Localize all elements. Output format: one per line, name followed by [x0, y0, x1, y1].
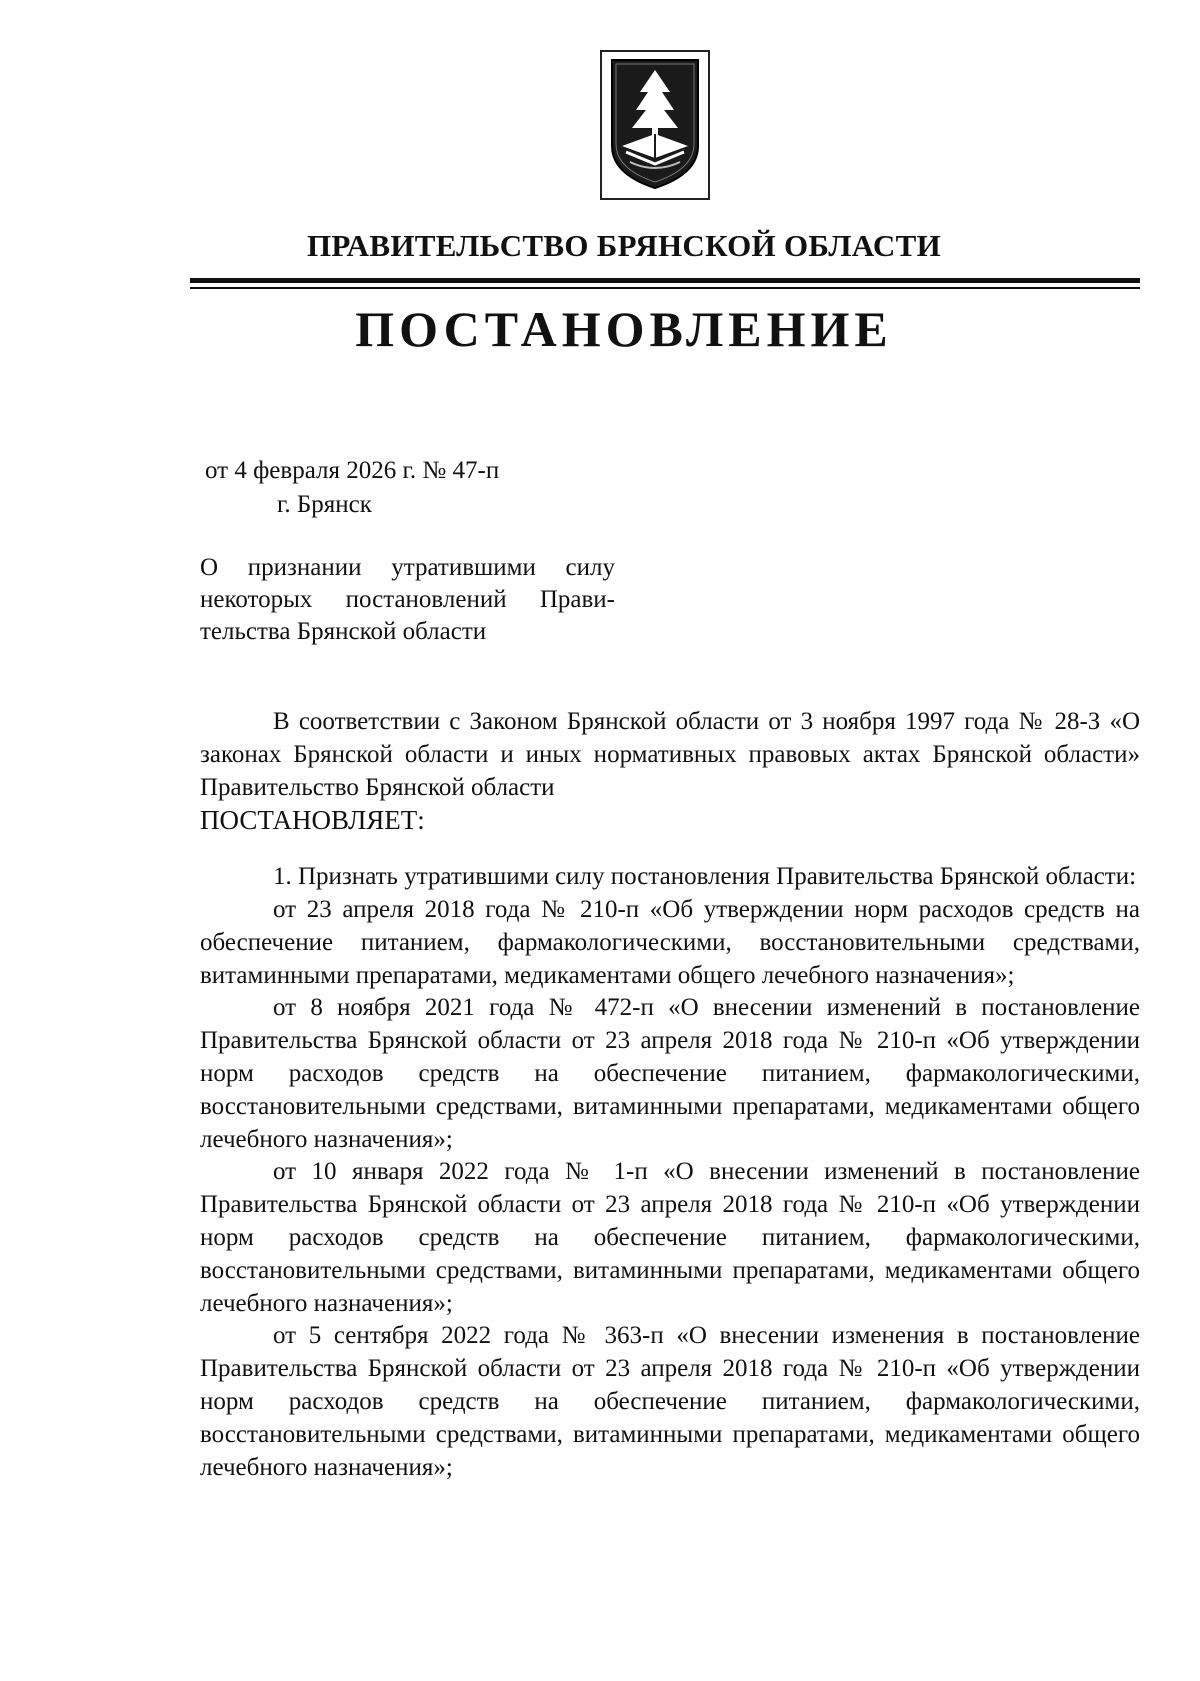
act-paragraph: от 10 января 2022 года № 1-п «О внесении изменений в постановление Правительства Брянской области от 23 апреля 2018 года № 210-п «Об утверждении норм расходов средств на обеспечение питанием, фармакологическими, восстановительными средствами, витаминными препаратами, медикаментами общего лечебного назначения»; — [200, 1158, 1140, 1317]
document-subject — [200, 552, 615, 648]
subject-line: О признании утратившими силу — [200, 554, 615, 581]
act-paragraph: от 5 сентября 2022 года № 363-п «О внесении изменения в постановление Правительства Брянской области от 23 апреля 2018 года № 210-п «Об утверждении норм расходов средств на обеспечение питанием, фармакологическими, восстановительными средствами, витаминными препаратами, медикаментами общего лечебного назначения»; — [200, 1322, 1140, 1481]
preamble-paragraph: В соответствии с Законом Брянской области от 3 ноября 1997 года № 28-З «О законах Брянской области и иных нормативных правовых актах Брянской области» Правительство Брянской области — [200, 708, 1140, 801]
document-body — [200, 706, 1140, 1484]
document-date-number: от 4 февраля 2026 г. № 47-п — [205, 457, 500, 484]
act-paragraph: от 23 апреля 2018 года № 210-п «Об утверждении норм расходов средств на обеспечение питанием, фармакологическими, восстановительными средствами, витаминными препаратами, медикаментами общего лечебного назначения»; — [200, 895, 1140, 989]
government-title: ПРАВИТЕЛЬСТВО БРЯНСКОЙ ОБЛАСТИ — [306, 228, 942, 263]
subject-line: тельства Брянской области — [200, 618, 487, 645]
decree-word: ПОСТАНОВЛЯЕТ: — [200, 805, 425, 836]
document-city: г. Брянск — [277, 491, 372, 518]
header-divider-thin — [190, 287, 1140, 289]
act-paragraph: от 8 ноября 2021 года № 472-п «О внесении изменений в постановление Правительства Брянской области от 23 апреля 2018 года № 210-п «Об утверждении норм расходов средств на обеспечение питанием, фармакологическими, восстановительными средствами, витаминными препаратами, медикаментами общего лечебного назначения»; — [200, 994, 1140, 1153]
item-1-intro: 1. Признать утратившими силу постановления Правительства Брянской области: — [273, 863, 1137, 891]
document-type-title: ПОСТАНОВЛЕНИЕ — [355, 301, 893, 357]
subject-line: некоторых постановлений Прави- — [200, 586, 615, 613]
header-divider-thick — [190, 278, 1140, 283]
coat-of-arms-icon — [600, 50, 710, 200]
